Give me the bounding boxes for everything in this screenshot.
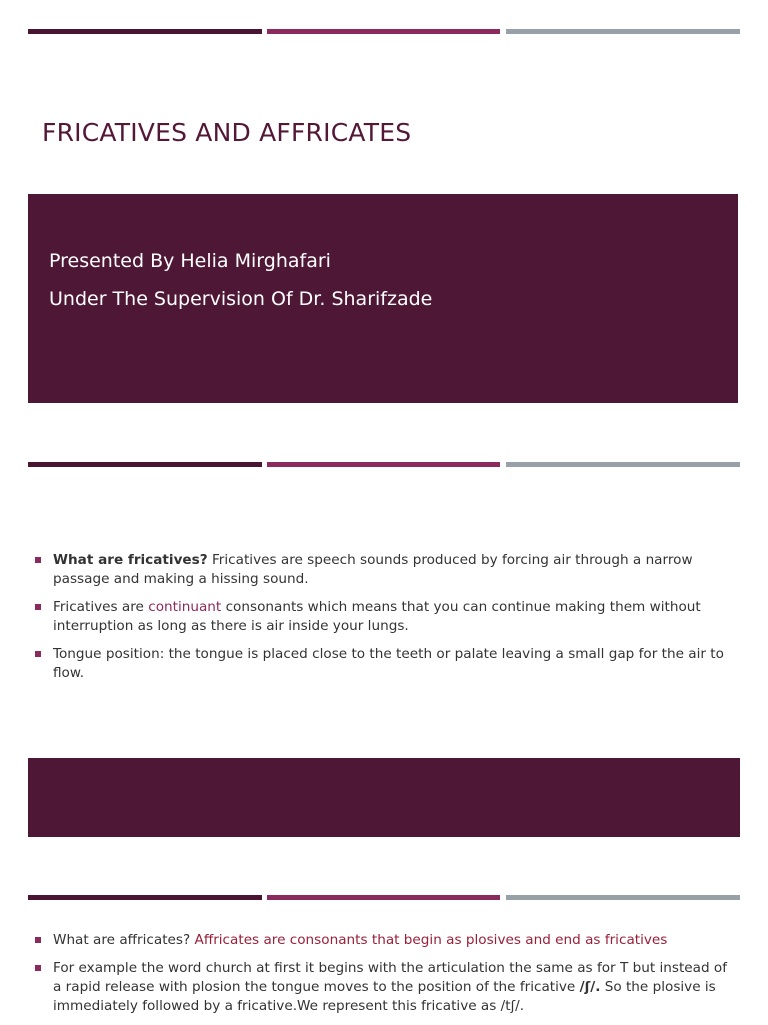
- divider-stripe-accent: [267, 462, 500, 467]
- divider-stripe-accent: [267, 895, 500, 900]
- divider-stripe-dark: [28, 895, 262, 900]
- affricates-bullet-list: [33, 931, 733, 1025]
- bullet-icon: [35, 651, 41, 657]
- bullet-icon: [35, 604, 41, 610]
- bullet-text: What are affricates?: [53, 932, 195, 948]
- bullet-icon: [35, 937, 41, 943]
- slide-title: FRICATIVES AND AFFRICATES: [42, 118, 412, 147]
- top-stripe-gray: [506, 29, 740, 34]
- highlighted-term: continuant: [148, 599, 222, 615]
- top-stripe-dark: [28, 29, 262, 34]
- bullet-text: Fricatives are: [53, 599, 149, 615]
- list-item: [33, 645, 733, 683]
- bullet-icon: [35, 557, 41, 563]
- presenter-line: Presented By Helia Mirghafari: [49, 250, 331, 272]
- list-item: [33, 959, 733, 1016]
- bullet-text: For example the word church at first it begins with the articulation the same as for T but instead of a rapid release with plosion the tongue moves to the position of the fricative: [53, 960, 728, 995]
- divider-stripe-gray: [506, 462, 740, 467]
- list-item: [33, 598, 733, 636]
- bullet-icon: [35, 965, 41, 971]
- divider-stripe-dark: [28, 462, 262, 467]
- empty-panel: [28, 758, 740, 837]
- bullet-text: consonants which means that you can continue making them without interruption as long as there is air inside your lungs.: [53, 599, 701, 634]
- list-item: [33, 551, 733, 589]
- bullet-bold-text: /ʃ/.: [579, 979, 601, 995]
- bullet-text: So the plosive is immediately followed by a fricative.We represent this fricative as /tʃ/.: [53, 979, 716, 1014]
- fricatives-bullet-list: [33, 551, 733, 692]
- bullet-text: Fricatives are speech sounds produced by forcing air through a narrow passage and making a hissing sound.: [53, 552, 693, 587]
- list-item: [33, 931, 733, 950]
- divider-stripe-gray: [506, 895, 740, 900]
- supervision-line: Under The Supervision Of Dr. Sharifzade: [49, 288, 433, 310]
- highlighted-definition: Affricates are consonants that begin as plosives and end as fricatives: [194, 932, 668, 948]
- bullet-text: Tongue position: the tongue is placed close to the teeth or palate leaving a small gap for the air to flow.: [53, 646, 724, 681]
- top-stripe-accent: [267, 29, 500, 34]
- bullet-bold-text: What are fricatives?: [53, 552, 208, 568]
